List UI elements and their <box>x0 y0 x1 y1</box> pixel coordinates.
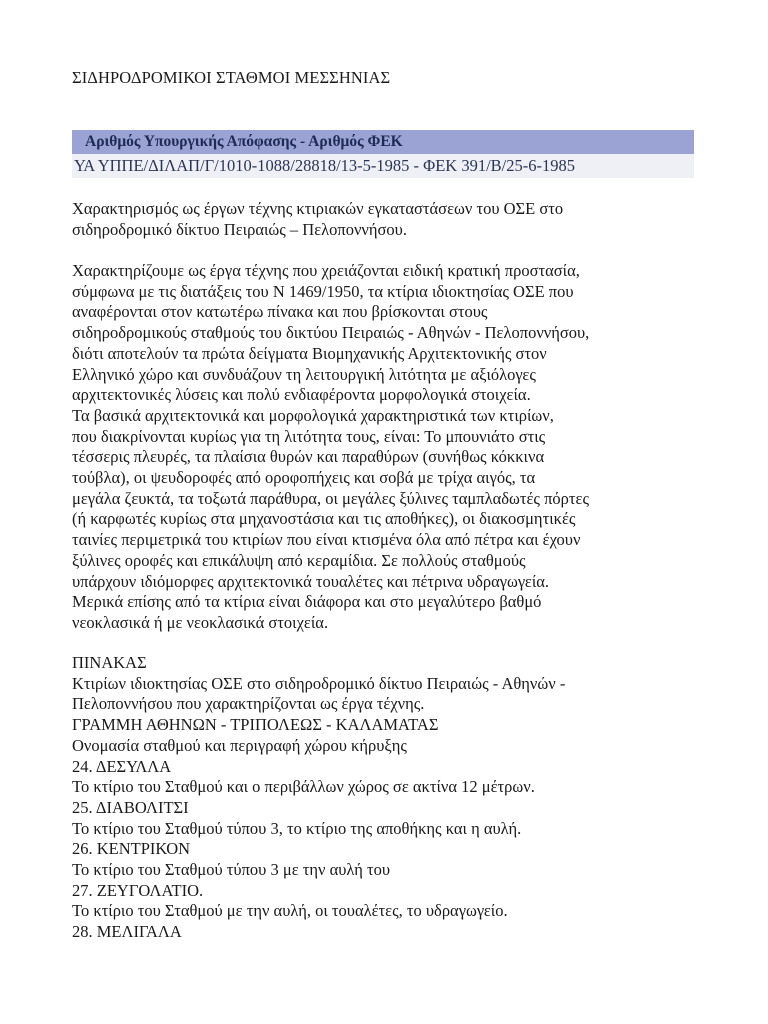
stations-table-section <box>72 653 712 943</box>
paragraph-line: αναφέρονται στον κατωτέρω πίνακα και που βρίσκονται στους <box>72 302 488 322</box>
table-section-heading: ΠΙΝΑΚΑΣ <box>72 653 147 672</box>
table-column-heading: Ονομασία σταθμού και περιγραφή χώρου κήρυξης <box>72 735 407 755</box>
station-name: 27. ΖΕΥΓΟΛΑΤΙΟ. <box>72 880 204 900</box>
fek-table <box>72 130 694 178</box>
paragraph-line: Χαρακτηρισμός ως έργων τέχνης κτιριακών εγκαταστάσεων του ΟΣΕ στο <box>72 199 564 218</box>
station-description: Το κτίριο του Σταθμού με την αυλή, οι τουαλέτες, το υδραγωγείο. <box>72 901 508 921</box>
paragraph-line: νεοκλασικά ή με νεοκλασικά στοιχεία. <box>72 612 329 632</box>
paragraph-line: σιδηροδρομικό δίκτυο Πειραιώς – Πελοποννήσου. <box>72 219 407 239</box>
station-name: 25. ΔΙΑΒΟΛΙΤΣΙ <box>72 797 189 817</box>
paragraph-line: ταινίες περιμετρικά του κτιρίων που είναι κτισμένα όλα από πέτρα και έχουν <box>72 530 581 550</box>
table-section-caption: Πελοποννήσου που χαρακτηρίζονται ως έργα τέχνης. <box>72 694 425 714</box>
paragraph-line: Μερικά επίσης από τα κτίρια είναι διάφορα και στο μεγαλύτερο βαθμό <box>72 592 542 612</box>
table-section-caption: Κτιρίων ιδιοκτησίας ΟΣΕ στο σιδηροδρομικό δίκτυο Πειραιώς - Αθηνών - <box>72 673 566 693</box>
station-name: 28. ΜΕΛΙΓΑΛΑ <box>72 922 182 942</box>
railway-line-heading: ΓΡΑΜΜΗ ΑΘΗΝΩΝ - ΤΡΙΠΟΛΕΩΣ - ΚΑΛΑΜΑΤΑΣ <box>72 715 439 735</box>
paragraph-line: υπάρχουν ιδιόμορφες αρχιτεκτονικά τουαλέτες και πέτρινα υδραγωγεία. <box>72 571 550 591</box>
paragraph-line: διότι αποτελούν τα πρώτα δείγματα Βιομηχανικής Αρχιτεκτονικής στον <box>72 343 547 363</box>
paragraph-line: μεγάλα ζευκτά, τα τοξωτά παράθυρα, οι μεγάλες ξύλινες ταμπλαδωτές πόρτες <box>72 488 589 508</box>
paragraph-line: Χαρακτηρίζουμε ως έργα τέχνης που χρειάζονται ειδική κρατική προστασία, <box>72 261 580 280</box>
fek-table-header: Αριθμός Υπουργικής Απόφασης - Αριθμός ΦΕΚ <box>72 130 694 154</box>
station-description: Το κτίριο του Σταθμού τύπου 3 με την αυλή του <box>72 860 391 880</box>
paragraph-line: σιδηροδρομικούς σταθμούς του δικτύου Πειραιώς - Αθηνών - Πελοποννήσου, <box>72 323 590 343</box>
paragraph-line: Τα βασικά αρχιτεκτονικά και μορφολογικά χαρακτηριστικά των κτιρίων, <box>72 405 554 425</box>
body-paragraph <box>72 261 712 634</box>
station-name: 26. ΚΕΝΤΡΙΚΟΝ <box>72 839 191 859</box>
paragraph-line: Ελληνικό χώρο και συνδυάζουν τη λειτουργική λιτότητα με αξιόλογες <box>72 364 536 384</box>
paragraph-line: που διακρίνονται κυρίως για τη λιτότητα τους, είναι: Το μπουνιάτο στις <box>72 426 546 446</box>
station-description: Το κτίριο του Σταθμού τύπου 3, το κτίριο της αποθήκης και η αυλή. <box>72 818 522 838</box>
intro-paragraph <box>72 199 712 240</box>
document-title: ΣΙΔΗΡΟΔΡΟΜΙΚΟΙ ΣΤΑΘΜΟΙ ΜΕΣΣΗΝΙΑΣ <box>72 68 391 87</box>
paragraph-line: τούβλα), οι ψευδοροφές από οροφοπήχεις και σοβά με τρίχα αιγός, τα <box>72 468 536 488</box>
paragraph-line: σύμφωνα με τις διατάξεις του Ν 1469/1950, τα κτίρια ιδιοκτησίας ΟΣΕ που <box>72 281 574 301</box>
station-name: 24. ΔΕΣΥΛΛΑ <box>72 756 172 776</box>
paragraph-line: αρχιτεκτονικές λύσεις και πολύ ενδιαφέροντα μορφολογικά στοιχεία. <box>72 385 531 405</box>
fek-table-value: ΥΑ ΥΠΠΕ/ΔΙΛΑΠ/Γ/1010-1088/28818/13-5-1985 - ΦΕΚ 391/Β/25-6-1985 <box>72 154 694 178</box>
paragraph-line: (ή καρφωτές κυρίως στα μηχανοστάσια και τις αποθήκες), οι διακοσμητικές <box>72 509 576 529</box>
station-description: Το κτίριο του Σταθμού και ο περιβάλλων χώρος σε ακτίνα 12 μέτρων. <box>72 777 535 797</box>
paragraph-line: ξύλινες οροφές και επικάλυψη από κεραμίδια. Σε πολλούς σταθμούς <box>72 550 526 570</box>
paragraph-line: τέσσερις πλευρές, τα πλαίσια θυρών και παραθύρων (συνήθως κόκκινα <box>72 447 545 467</box>
